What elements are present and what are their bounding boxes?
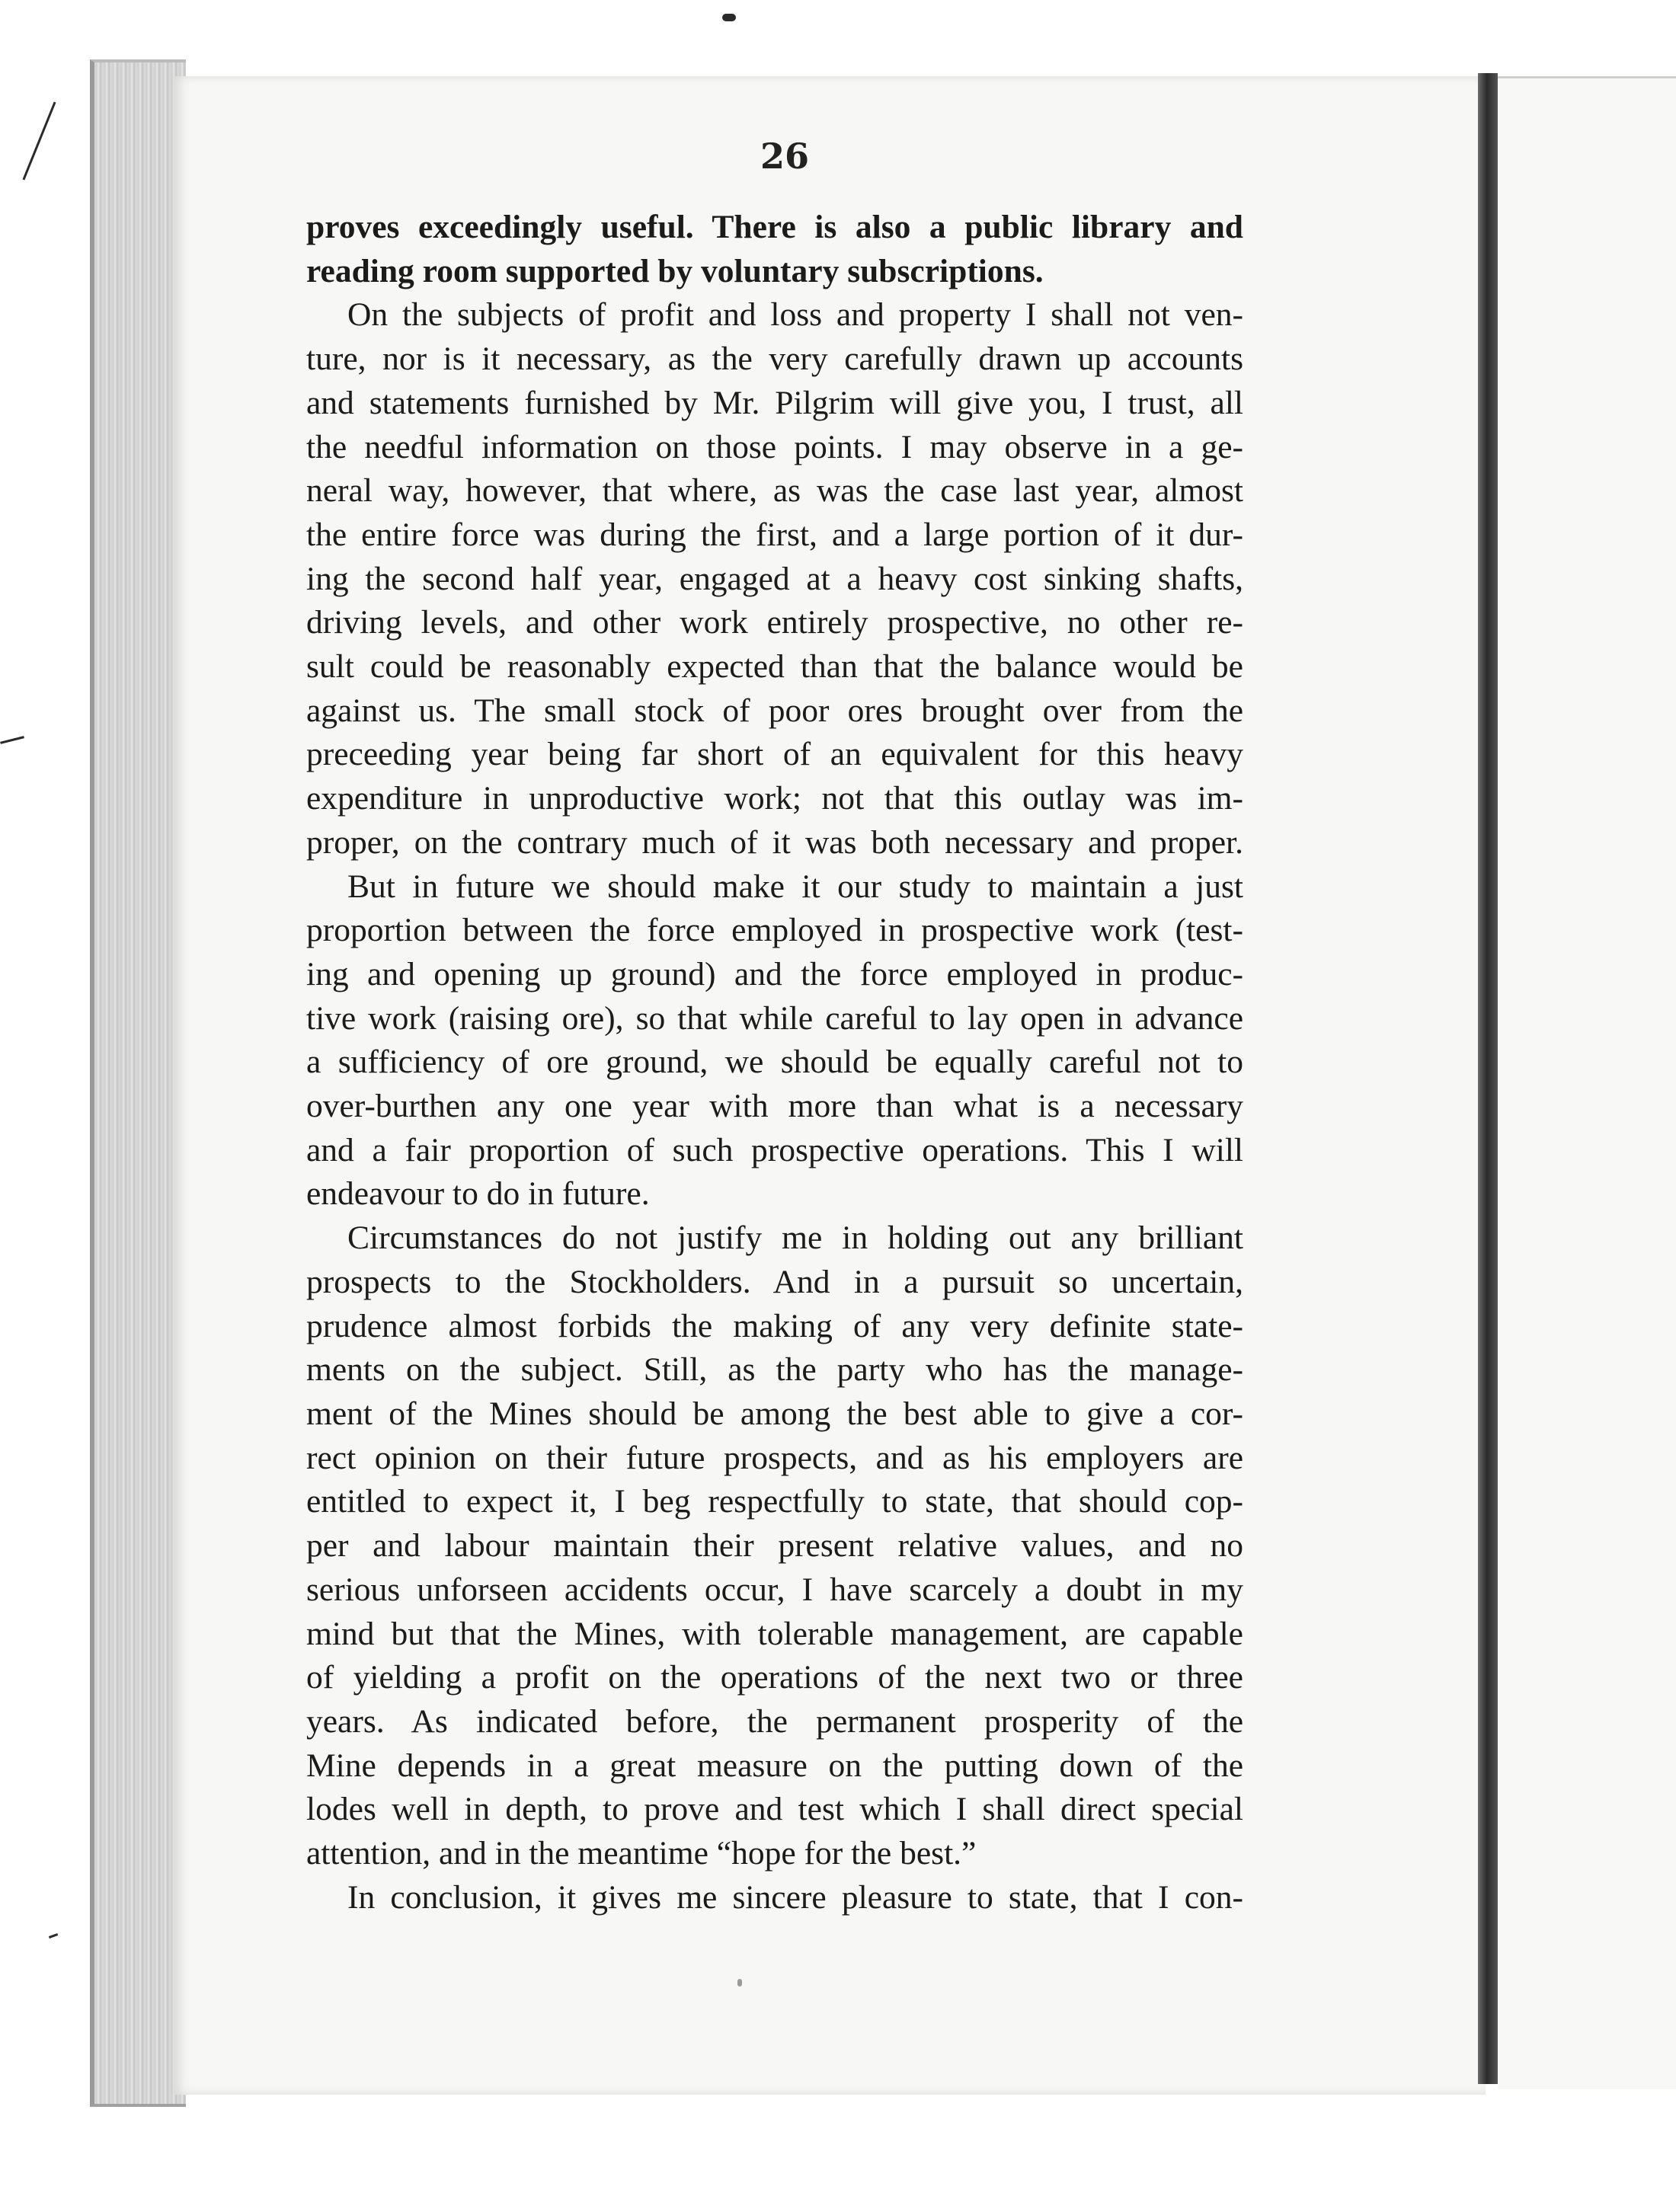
page-body-text (306, 206, 1243, 1920)
text-line: prospects to the Stockholders. And in a pursuit so uncertain, (306, 1263, 1243, 1300)
text-line: prudence almost forbids the making of any very definite state- (306, 1307, 1243, 1344)
text-line: lodes well in depth, to prove and test which I shall direct special (306, 1791, 1243, 1828)
text-line: mind but that the Mines, with tolerable management, are capable (306, 1615, 1243, 1652)
paragraph-2 (306, 293, 1243, 865)
paragraph-5 (306, 1876, 1243, 1920)
text-line: and statements furnished by Mr. Pilgrim will give you, I trust, all (306, 384, 1243, 421)
page-number: 26 (760, 136, 809, 177)
text-line: over-burthen any one year with more than what is a necessary (306, 1088, 1243, 1125)
facing-page (1498, 76, 1676, 2089)
text-line: reading room supported by voluntary subscriptions. (306, 252, 1044, 289)
text-line: Circumstances do not justify me in holding out any brilliant (347, 1219, 1243, 1257)
text-line: tive work (raising ore), so that while careful to lay open in advance (306, 999, 1243, 1037)
text-line: attention, and in the meantime “hope for the best.” (306, 1835, 977, 1872)
text-line: ments on the subject. Still, as the party who has the manage- (306, 1351, 1243, 1389)
book-gutter (1478, 73, 1498, 2084)
text-line: and a fair proportion of such prospective operations. This I will (306, 1131, 1243, 1168)
text-line: driving levels, and other work entirely prospective, no other re- (306, 604, 1243, 641)
text-line: years. As indicated before, the permanent prosperity of the (306, 1702, 1243, 1740)
text-line: On the subjects of profit and loss and property I shall not ven- (347, 296, 1243, 334)
text-line: But in future we should make it our study to maintain a just (347, 868, 1243, 905)
scan-artifact-left-stroke (23, 101, 56, 180)
paragraph-3 (306, 865, 1243, 1217)
text-line: neral way, however, that where, as was the case last year, almost (306, 472, 1243, 510)
text-line: ing the second half year, engaged at a heavy cost sinking shafts, (306, 560, 1243, 597)
text-line: proper, on the contrary much of it was both necessary and proper. (306, 823, 1243, 861)
text-line: ture, nor is it necessary, as the very carefully drawn up accounts (306, 340, 1243, 378)
text-line: against us. The small stock of poor ores brought over from the (306, 692, 1243, 729)
paragraph-4 (306, 1216, 1243, 1876)
text-line: the needful information on those points. I may observe in a ge- (306, 428, 1243, 465)
text-line: the entire force was during the first, and a large portion of it dur- (306, 516, 1243, 553)
text-line: Mine depends in a great measure on the putting down of the (306, 1747, 1243, 1784)
paragraph-1 (306, 206, 1243, 293)
stacked-page-edges (90, 59, 186, 2107)
text-line: serious unforseen accidents occur, I have scarcely a doubt in my (306, 1571, 1243, 1608)
text-line: ing and opening up ground) and the force employed in produc- (306, 955, 1243, 993)
text-line: sult could be reasonably expected than that the balance would be (306, 648, 1243, 686)
text-line: endeavour to do in future. (306, 1175, 650, 1213)
text-line: proportion between the force employed in prospective work (test- (306, 912, 1243, 949)
text-line: expenditure in unproductive work; not that this outlay was im- (306, 780, 1243, 817)
footer-mark (737, 1979, 742, 1987)
text-line: per and labour maintain their present relative values, and no (306, 1527, 1243, 1565)
scan-artifact-top (722, 14, 736, 21)
text-line: of yielding a profit on the operations of the next two or three (306, 1659, 1243, 1696)
text-line: a sufficiency of ore ground, we should be equally careful not to (306, 1044, 1243, 1081)
text-line: entitled to expect it, I beg respectfully to state, that should cop- (306, 1483, 1243, 1520)
scan-artifact-left-mark (0, 736, 24, 744)
text-line: ment of the Mines should be among the best able to give a cor- (306, 1395, 1243, 1432)
text-line: rect opinion on their future prospects, and as his employers are (306, 1439, 1243, 1476)
text-line: preceeding year being far short of an equivalent for this heavy (306, 736, 1243, 773)
text-line: In conclusion, it gives me sincere pleasure to state, that I con- (347, 1878, 1243, 1916)
scan-artifact-bottom-left (49, 1933, 58, 1939)
text-line: proves exceedingly useful. There is also a public library and (306, 209, 1243, 245)
